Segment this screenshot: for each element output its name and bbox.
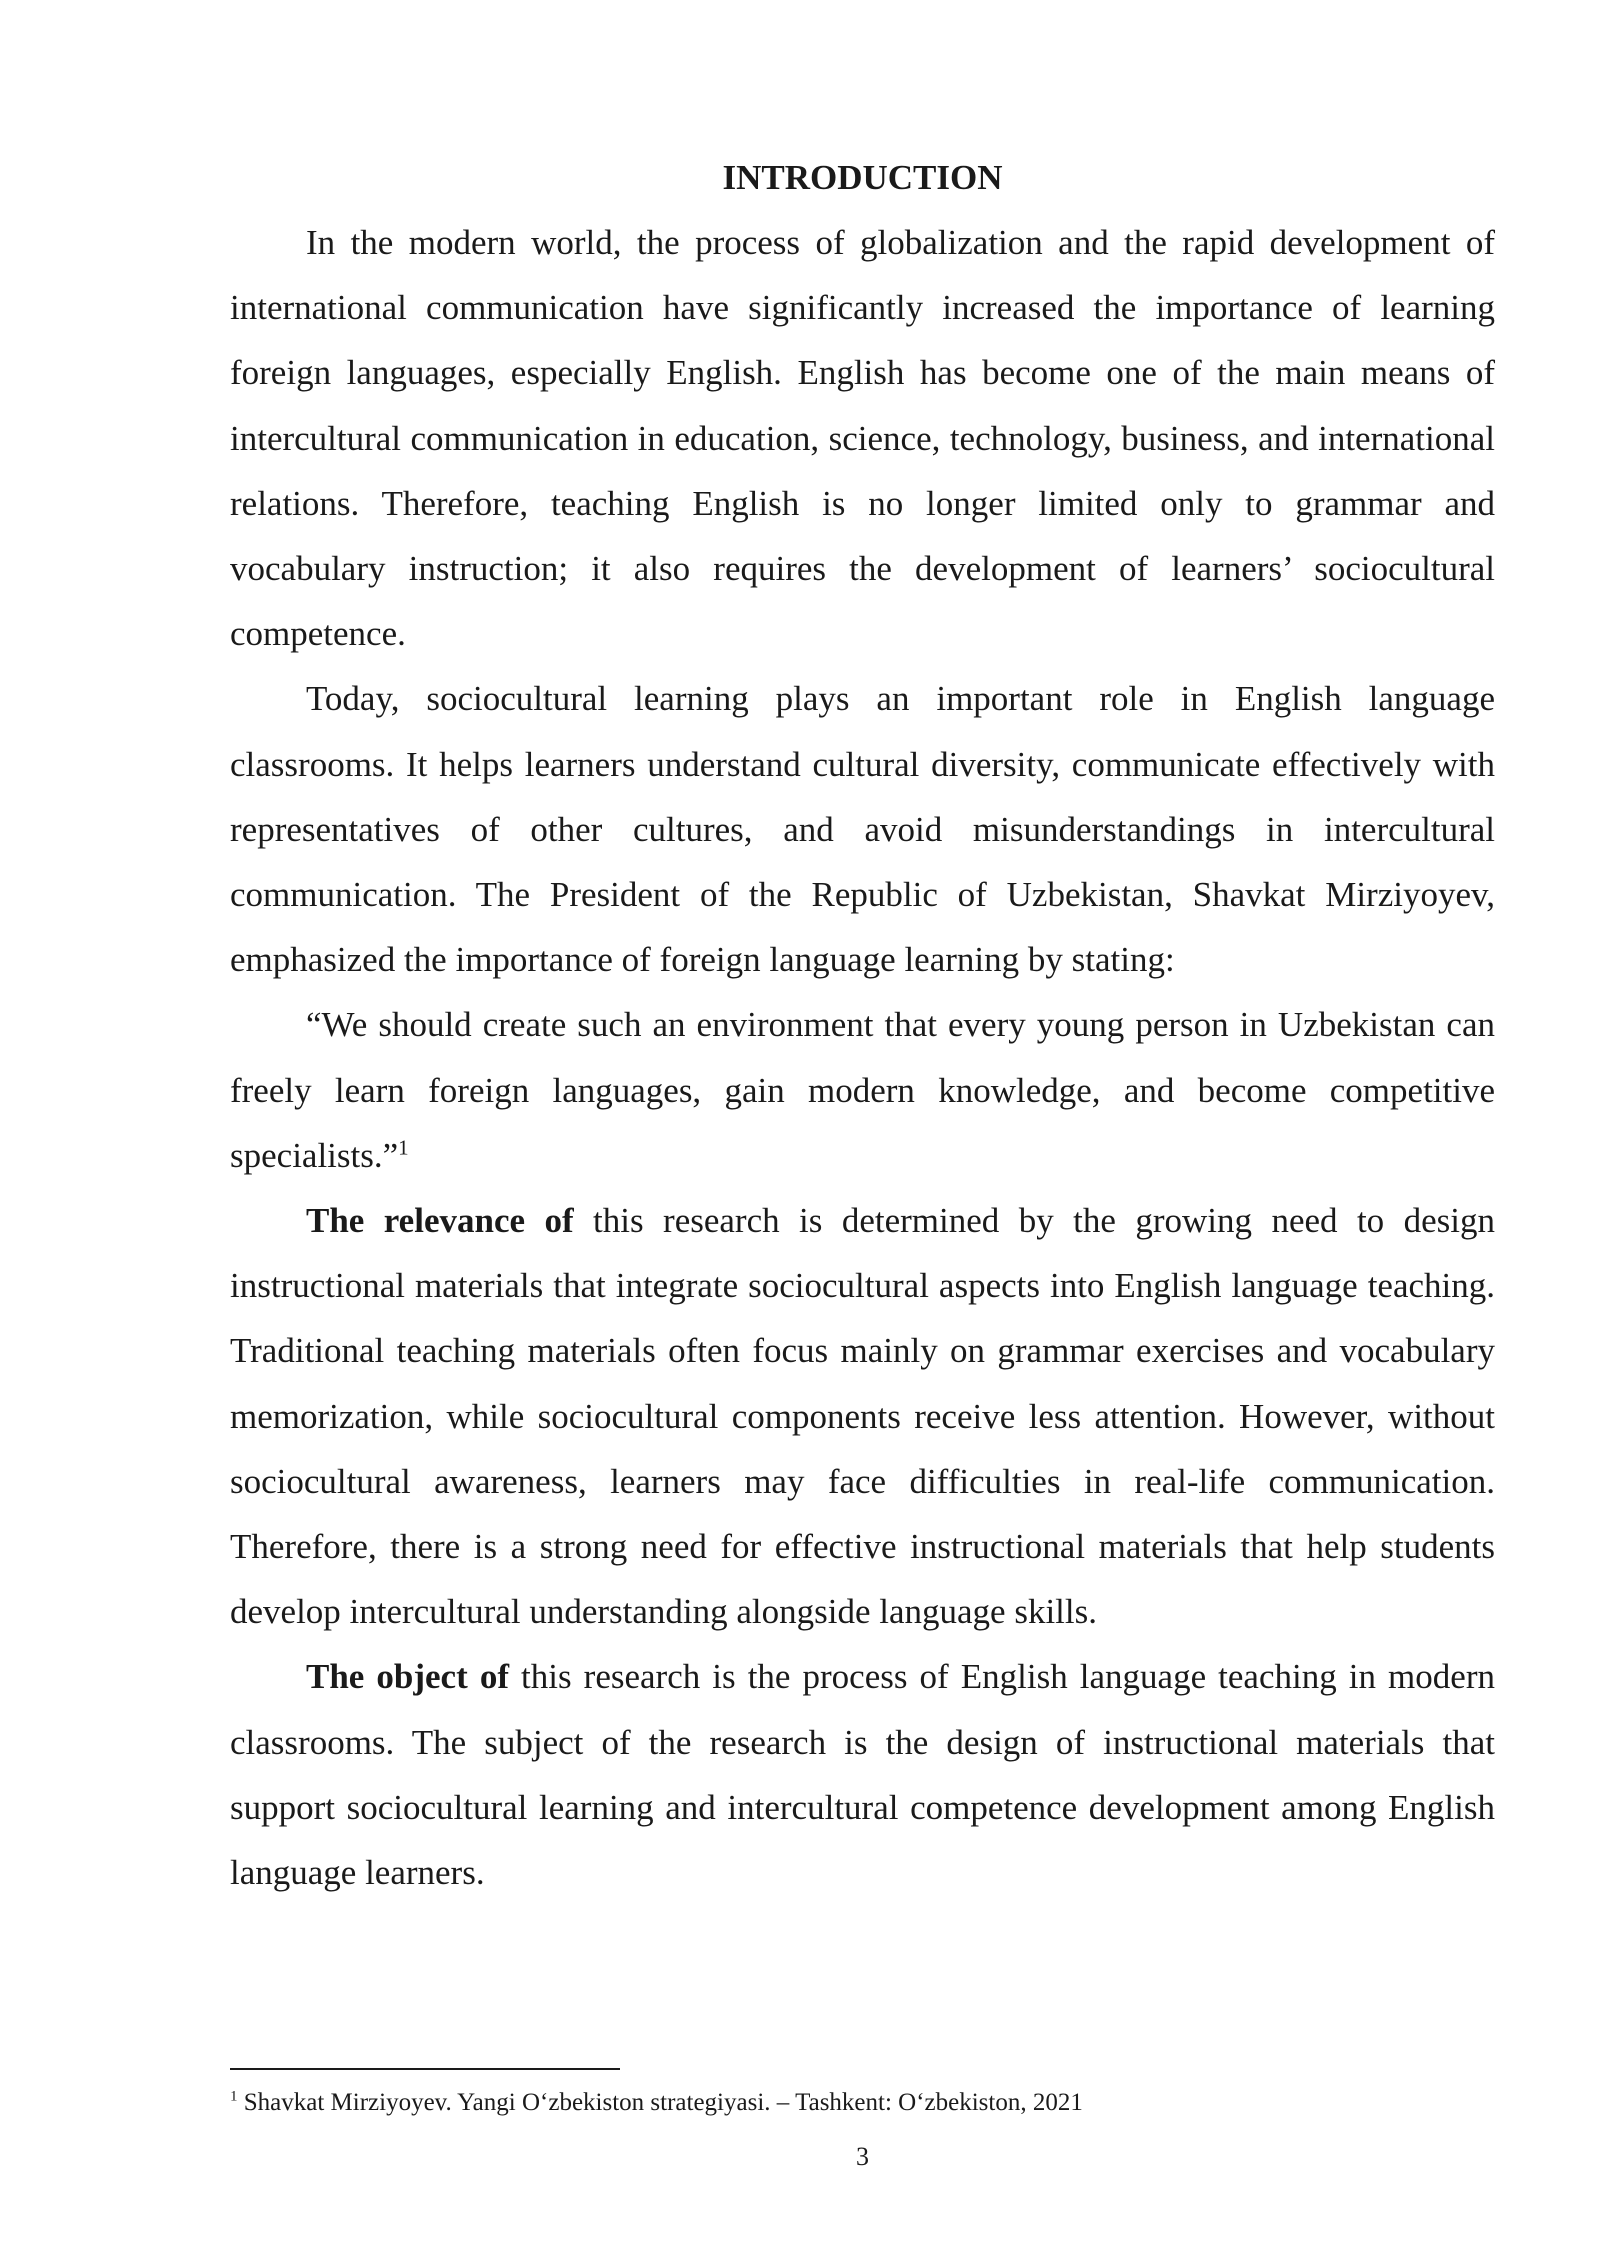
- section-heading: INTRODUCTION: [722, 158, 1003, 197]
- bold-lead: The relevance of: [306, 1201, 574, 1241]
- paragraph-text: this research is the process of English language teaching in modern classrooms. The subject of the research is the design of instructional materials that support sociocultural learning and intercultural competence development among English language learners.: [230, 1657, 1495, 1893]
- paragraph-object: [230, 1644, 1495, 1905]
- quote-text: “We should create such an environment that every young person in Uzbekistan can freely learn foreign languages, gain modern knowledge, and become competitive specialists.”: [230, 1005, 1495, 1175]
- paragraph-text: In the modern world, the process of globalization and the rapid development of international communication have significantly increased the importance of learning foreign languages, especially English. English has become one of the main means of intercultural communication in education, science, technology, business, and international relations. Therefore, teaching English is no longer limited only to grammar and vocabulary instruction; it also requires the development of learners’ sociocultural competence.: [230, 223, 1495, 654]
- paragraph-relevance: [230, 1188, 1495, 1644]
- bold-lead: The object of: [306, 1657, 509, 1697]
- footnote-separator: [230, 2068, 620, 2070]
- paragraph-globalization: [230, 210, 1495, 666]
- paragraph-text: this research is determined by the growing need to design instructional materials that integrate sociocultural aspects into English language teaching. Traditional teaching materials often focus mainly on grammar exercises and vocabulary memorization, while sociocultural components receive less attention. However, without sociocultural awareness, learners may face difficulties in real-life communication. Therefore, there is a strong need for effective instructional materials that help students develop intercultural understanding alongside language skills.: [230, 1201, 1495, 1632]
- page-number: 3: [856, 2142, 869, 2171]
- paragraph-sociocultural-learning: [230, 666, 1495, 992]
- paragraph-text: Today, sociocultural learning plays an important role in English language classrooms. It helps learners understand cultural diversity, communicate effectively with representatives of other cultures, and avoid misunderstandings in intercultural communication. The President of the Republic of Uzbekistan, Shavkat Mirziyoyev, emphasized the importance of foreign language learning by stating:: [230, 679, 1495, 980]
- body-text: [230, 145, 1495, 1905]
- footnote-marker: 1: [230, 2088, 238, 2105]
- footnote: [230, 2086, 1495, 2120]
- footnote-reference[interactable]: 1: [398, 1135, 409, 1160]
- footnote-text: Shavkat Mirziyoyev. Yangi O‘zbekiston strategiyasi. – Tashkent: O‘zbekiston, 2021: [237, 2089, 1083, 2116]
- paragraph-quote: [230, 992, 1495, 1188]
